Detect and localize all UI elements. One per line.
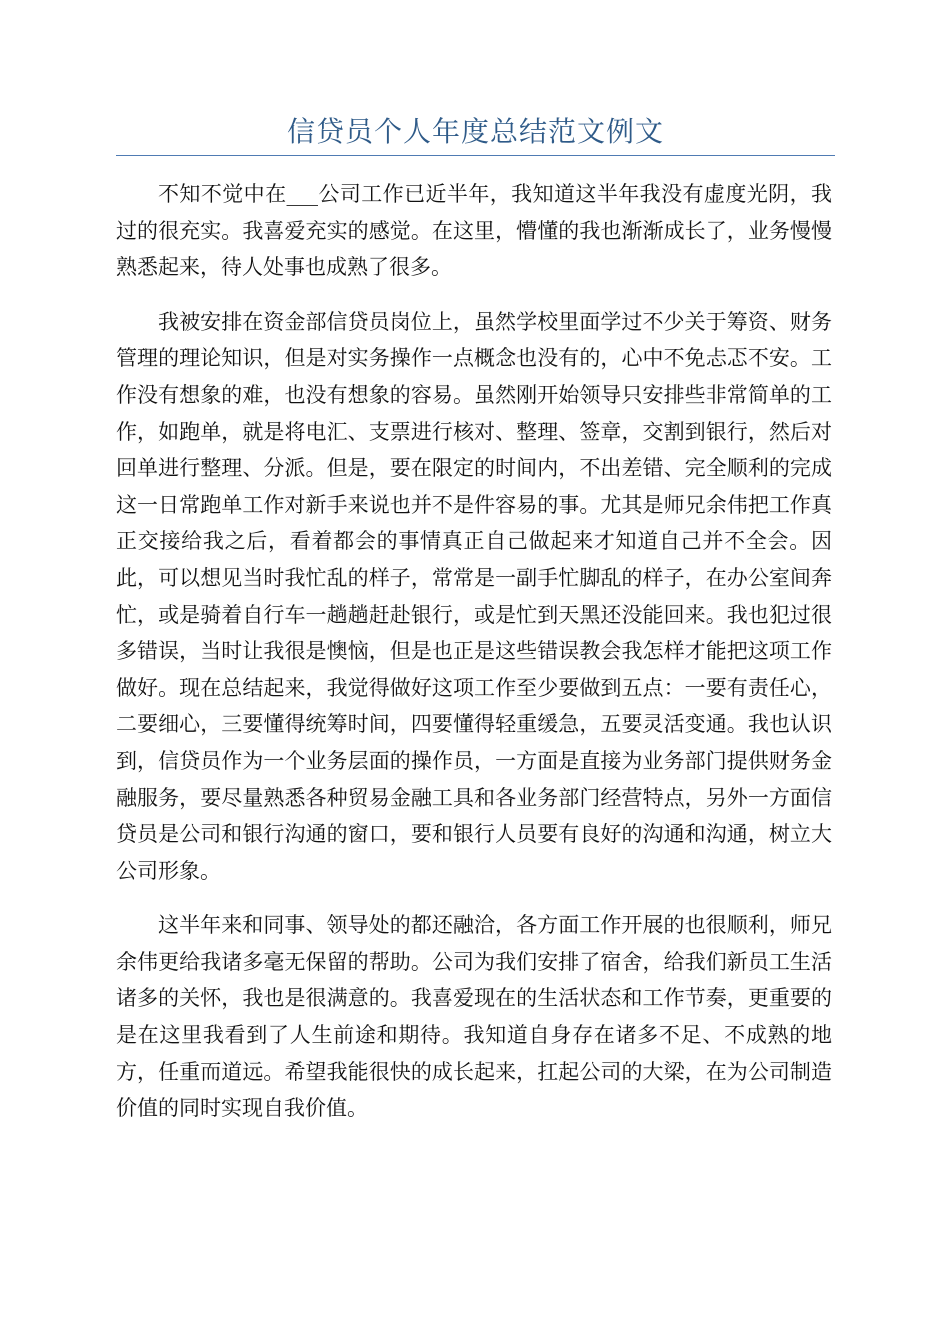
title-underline xyxy=(116,155,835,156)
document-title: 信贷员个人年度总结范文例文 xyxy=(286,115,664,148)
paragraph-2: 我被安排在资金部信贷员岗位上，虽然学校里面学过不少关于筹资、财务管理的理论知识，但是对实务操作一点概念也没有的，心中不免忐忑不安。工作没有想象的难，也没有想象的容易。虽然刚开始领导只安排些非常简单的工作，如跑单，就是将电汇、支票进行核对、整理、签章，交割到银行，然后对回单进行整理、分派。但是，要在限定的时间内，不出差错、完全顺利的完成这一日常跑单工作对新手来说也并不是件容易的事。尤其是师兄余伟把工作真正交接给我之后，看着都会的事情真正自己做起来才知道自己并不全会。因此，可以想见当时我忙乱的样子，常常是一副手忙脚乱的样子，在办公室间奔忙，或是骑着自行车一趟趟赶赴银行，或是忙到天黑还没能回来。我也犯过很多错误，当时让我很是懊恼，但是也正是这些错误教会我怎样才能把这项工作做好。现在总结起来，我觉得做好这项工作至少要做到五点：一要有责任心，二要细心，三要懂得统筹时间，四要懂得轻重缓急，五要灵活变通。我也认识到，信贷员作为一个业务层面的操作员，一方面是直接为业务部门提供财务金融服务，要尽量熟悉各种贸易金融工具和各业务部门经营特点，另外一方面信贷员是公司和银行沟通的窗口，要和银行人员要有良好的沟通和沟通，树立大公司形象。 xyxy=(116,309,832,883)
paragraph-3: 这半年来和同事、领导处的都还融洽，各方面工作开展的也很顺利，师兄余伟更给我诸多毫无保留的帮助。公司为我们安排了宿舍，给我们新员工生活诸多的关怀，我也是很满意的。我喜爱现在的生活状态和工作节奏，更重要的是在这里我看到了人生前途和期待。我知道自身存在诸多不足、不成熟的地方，任重而道远。希望我能很快的成长起来，扛起公司的大梁，在为公司制造价值的同时实现自我价值。 xyxy=(116,913,832,1121)
paragraph-1: 不知不觉中在___公司工作已近半年，我知道这半年我没有虚度光阴，我过的很充实。我喜爱充实的感觉。在这里，懵懂的我也渐渐成长了，业务慢慢熟悉起来，待人处事也成熟了很多。 xyxy=(116,182,832,280)
document-body xyxy=(116,176,832,1145)
